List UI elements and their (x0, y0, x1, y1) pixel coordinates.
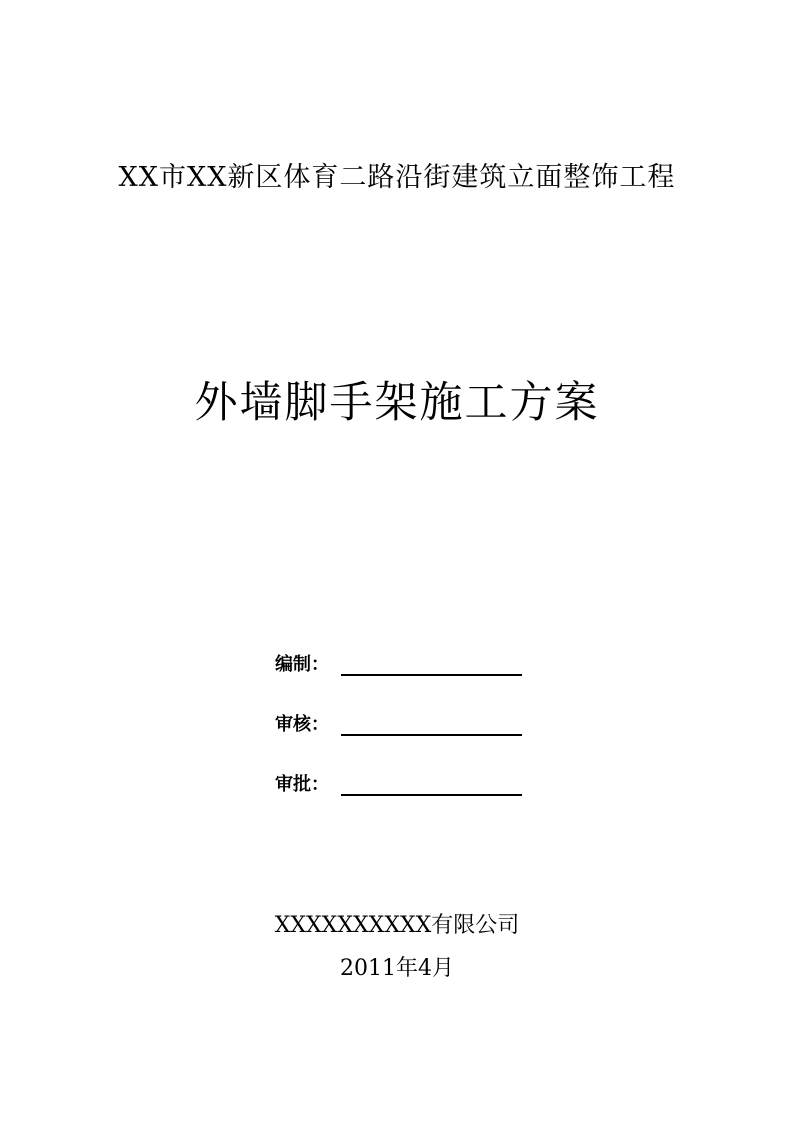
signature-line-compiled (341, 674, 522, 676)
document-date: 2011年4月 (340, 956, 454, 981)
company-name: XXXXXXXXXX有限公司 (274, 913, 520, 938)
document-title: 外墙脚手架施工方案 (194, 378, 600, 428)
signature-label-reviewed: 审核： (275, 714, 329, 735)
signature-line-reviewed (341, 734, 522, 736)
signature-line-approved (341, 794, 522, 796)
signature-label-approved: 审批： (275, 774, 329, 795)
signature-row-reviewed (275, 710, 522, 736)
project-title: XX市XX新区体育二路沿街建筑立面整饰工程 (118, 162, 676, 193)
signature-row-compiled (275, 650, 522, 676)
signature-row-approved (275, 770, 522, 796)
signature-label-compiled: 编制： (275, 654, 329, 675)
